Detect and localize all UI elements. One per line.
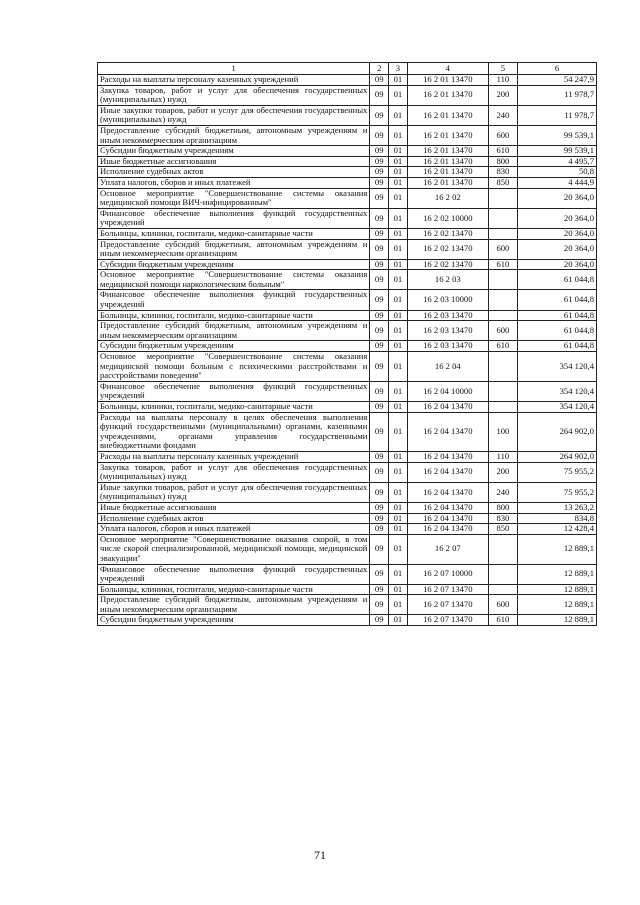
- row-subsection: 01: [389, 352, 408, 382]
- row-expense-type: [488, 564, 517, 584]
- row-subsection: 01: [389, 412, 408, 451]
- row-section: 09: [370, 341, 389, 352]
- table-row: [98, 270, 597, 290]
- header-cell-5: 5: [488, 63, 517, 75]
- table-row: [98, 451, 597, 462]
- row-section: 09: [370, 259, 389, 270]
- row-section: 09: [370, 290, 389, 310]
- row-amount: 61 044,8: [517, 321, 596, 341]
- row-target-code: 16 2 01 13470: [407, 167, 488, 178]
- row-subsection: 01: [389, 259, 408, 270]
- row-target-code: 16 2 01 13470: [407, 75, 488, 86]
- row-amount: 20 364,0: [517, 259, 596, 270]
- row-section: 09: [370, 146, 389, 157]
- row-description: Субсидии бюджетным учреждениям: [98, 259, 370, 270]
- header-cell-3: 3: [389, 63, 408, 75]
- row-target-code: 16 2 04 13470: [407, 482, 488, 502]
- row-expense-type: 600: [488, 125, 517, 145]
- row-section: 09: [370, 177, 389, 188]
- row-expense-type: [488, 534, 517, 564]
- row-amount: 99 539,1: [517, 125, 596, 145]
- row-description: Исполнение судебных актов: [98, 167, 370, 178]
- row-target-code: 16 2 01 13470: [407, 146, 488, 157]
- table-row: [98, 615, 597, 626]
- row-target-code: 16 2 02: [407, 188, 488, 208]
- table-row: [98, 146, 597, 157]
- row-subsection: 01: [389, 75, 408, 86]
- row-subsection: 01: [389, 513, 408, 524]
- row-subsection: 01: [389, 156, 408, 167]
- row-expense-type: 610: [488, 259, 517, 270]
- row-expense-type: 850: [488, 524, 517, 535]
- row-section: 09: [370, 156, 389, 167]
- row-target-code: 16 2 04 13470: [407, 451, 488, 462]
- row-section: 09: [370, 615, 389, 626]
- row-section: 09: [370, 513, 389, 524]
- row-subsection: 01: [389, 584, 408, 595]
- row-expense-type: [488, 188, 517, 208]
- row-target-code: 16 2 04 13470: [407, 524, 488, 535]
- row-description: Больницы, клиники, госпитали, медико-санитарные части: [98, 228, 370, 239]
- row-target-code: 16 2 02 13470: [407, 239, 488, 259]
- row-subsection: 01: [389, 462, 408, 482]
- row-expense-type: [488, 208, 517, 228]
- row-description: Субсидии бюджетным учреждениям: [98, 615, 370, 626]
- row-subsection: 01: [389, 146, 408, 157]
- row-description: Закупка товаров, работ и услуг для обеспечения государственных (муниципальных) нужд: [98, 85, 370, 105]
- row-section: 09: [370, 524, 389, 535]
- row-description: Расходы на выплаты персоналу казенных учреждений: [98, 75, 370, 86]
- row-expense-type: 200: [488, 462, 517, 482]
- row-section: 09: [370, 239, 389, 259]
- row-subsection: 01: [389, 239, 408, 259]
- row-amount: 834,8: [517, 513, 596, 524]
- row-description: Уплата налогов, сборов и иных платежей: [98, 177, 370, 188]
- row-section: 09: [370, 462, 389, 482]
- row-description: Расходы на выплаты персоналу казенных учреждений: [98, 451, 370, 462]
- row-subsection: 01: [389, 290, 408, 310]
- row-amount: 354 120,4: [517, 381, 596, 401]
- table-row: [98, 259, 597, 270]
- row-description: Финансовое обеспечение выполнения функций государственных учреждений: [98, 381, 370, 401]
- row-expense-type: 240: [488, 105, 517, 125]
- row-subsection: 01: [389, 310, 408, 321]
- row-expense-type: [488, 584, 517, 595]
- row-target-code: 16 2 01 13470: [407, 177, 488, 188]
- row-section: 09: [370, 381, 389, 401]
- row-amount: 4 444,9: [517, 177, 596, 188]
- table-row: [98, 105, 597, 125]
- row-target-code: 16 2 07 13470: [407, 595, 488, 615]
- table-row: [98, 228, 597, 239]
- table-row: [98, 412, 597, 451]
- row-section: 09: [370, 595, 389, 615]
- row-target-code: 16 2 04 13470: [407, 412, 488, 451]
- header-cell-4: 4: [407, 63, 488, 75]
- row-expense-type: [488, 402, 517, 413]
- row-amount: 75 955,2: [517, 482, 596, 502]
- table-row: [98, 125, 597, 145]
- table-row: [98, 239, 597, 259]
- row-expense-type: [488, 290, 517, 310]
- row-description: Субсидии бюджетным учреждениям: [98, 146, 370, 157]
- row-target-code: 16 2 04 10000: [407, 381, 488, 401]
- row-expense-type: 240: [488, 482, 517, 502]
- row-subsection: 01: [389, 341, 408, 352]
- row-amount: 50,8: [517, 167, 596, 178]
- table-row: [98, 177, 597, 188]
- row-amount: 12 889,1: [517, 584, 596, 595]
- row-target-code: 16 2 02 13470: [407, 228, 488, 239]
- row-expense-type: 600: [488, 321, 517, 341]
- row-subsection: 01: [389, 188, 408, 208]
- row-description: Предоставление субсидий бюджетным, автономным учреждениям и иным некоммерческим организациям: [98, 321, 370, 341]
- row-target-code: 16 2 01 13470: [407, 125, 488, 145]
- row-subsection: 01: [389, 595, 408, 615]
- row-target-code: 16 2 04 13470: [407, 513, 488, 524]
- row-amount: 13 263,2: [517, 502, 596, 513]
- row-section: 09: [370, 321, 389, 341]
- row-description: Иные бюджетные ассигнования: [98, 502, 370, 513]
- table-row: [98, 402, 597, 413]
- row-section: 09: [370, 451, 389, 462]
- row-target-code: 16 2 02 10000: [407, 208, 488, 228]
- table-row: [98, 290, 597, 310]
- row-amount: 11 978,7: [517, 105, 596, 125]
- row-amount: 61 044,8: [517, 270, 596, 290]
- row-target-code: 16 2 01 13470: [407, 85, 488, 105]
- row-subsection: 01: [389, 451, 408, 462]
- row-amount: 12 889,1: [517, 534, 596, 564]
- table-row: [98, 352, 597, 382]
- row-subsection: 01: [389, 524, 408, 535]
- row-section: 09: [370, 482, 389, 502]
- row-amount: 264 902,0: [517, 451, 596, 462]
- row-expense-type: [488, 381, 517, 401]
- row-description: Больницы, клиники, госпитали, медико-санитарные части: [98, 310, 370, 321]
- table-row: [98, 341, 597, 352]
- header-cell-1: 1: [98, 63, 370, 75]
- row-section: 09: [370, 402, 389, 413]
- row-section: 09: [370, 502, 389, 513]
- page-number: 71: [314, 848, 326, 862]
- row-expense-type: 850: [488, 177, 517, 188]
- row-amount: 354 120,4: [517, 402, 596, 413]
- row-target-code: 16 2 04: [407, 352, 488, 382]
- row-amount: 12 889,1: [517, 615, 596, 626]
- row-section: 09: [370, 412, 389, 451]
- table-row: [98, 534, 597, 564]
- row-target-code: 16 2 07 13470: [407, 584, 488, 595]
- row-description: Основное мероприятие "Совершенствование оказания скорой, в том числе скорой специализированной, медицинской помощи, медицинской эвакуации": [98, 534, 370, 564]
- row-subsection: 01: [389, 270, 408, 290]
- row-expense-type: [488, 270, 517, 290]
- table-row: [98, 584, 597, 595]
- row-description: Исполнение судебных актов: [98, 513, 370, 524]
- row-subsection: 01: [389, 564, 408, 584]
- row-amount: 20 364,0: [517, 228, 596, 239]
- row-amount: 61 044,8: [517, 341, 596, 352]
- header-row: [98, 63, 597, 75]
- budget-table: [97, 62, 597, 626]
- row-expense-type: 610: [488, 615, 517, 626]
- row-subsection: 01: [389, 208, 408, 228]
- row-subsection: 01: [389, 615, 408, 626]
- row-expense-type: 830: [488, 167, 517, 178]
- table-row: [98, 524, 597, 535]
- row-target-code: 16 2 07 10000: [407, 564, 488, 584]
- row-expense-type: 600: [488, 239, 517, 259]
- row-target-code: 16 2 03 10000: [407, 290, 488, 310]
- header-cell-2: 2: [370, 63, 389, 75]
- row-description: Основное мероприятие "Совершенствование системы оказания медицинской помощи ВИЧ-инфицированным": [98, 188, 370, 208]
- row-amount: 75 955,2: [517, 462, 596, 482]
- row-amount: 20 364,0: [517, 239, 596, 259]
- row-description: Субсидии бюджетным учреждениям: [98, 341, 370, 352]
- row-subsection: 01: [389, 321, 408, 341]
- row-section: 09: [370, 125, 389, 145]
- row-expense-type: 610: [488, 341, 517, 352]
- row-subsection: 01: [389, 85, 408, 105]
- row-amount: 99 539,1: [517, 146, 596, 157]
- row-section: 09: [370, 188, 389, 208]
- row-amount: 61 044,8: [517, 290, 596, 310]
- row-subsection: 01: [389, 381, 408, 401]
- table-row: [98, 462, 597, 482]
- row-subsection: 01: [389, 125, 408, 145]
- row-expense-type: 200: [488, 85, 517, 105]
- row-expense-type: [488, 228, 517, 239]
- row-section: 09: [370, 534, 389, 564]
- row-target-code: 16 2 03 13470: [407, 341, 488, 352]
- row-section: 09: [370, 228, 389, 239]
- table-row: [98, 85, 597, 105]
- row-amount: 11 978,7: [517, 85, 596, 105]
- row-amount: 354 120,4: [517, 352, 596, 382]
- row-description: Финансовое обеспечение выполнения функций государственных учреждений: [98, 564, 370, 584]
- row-expense-type: [488, 310, 517, 321]
- row-description: Предоставление субсидий бюджетным, автономным учреждениям и иным некоммерческим организациям: [98, 239, 370, 259]
- row-section: 09: [370, 105, 389, 125]
- row-target-code: 16 2 03 13470: [407, 321, 488, 341]
- table-row: [98, 167, 597, 178]
- row-subsection: 01: [389, 502, 408, 513]
- table-row: [98, 310, 597, 321]
- row-expense-type: [488, 352, 517, 382]
- table-row: [98, 381, 597, 401]
- row-section: 09: [370, 584, 389, 595]
- row-description: Расходы на выплаты персоналу в целях обеспечения выполнения функций государственными (муниципальными) органами, казенными учреждениями, органами управления государственными внебюджетными фондами: [98, 412, 370, 451]
- row-section: 09: [370, 208, 389, 228]
- row-expense-type: 830: [488, 513, 517, 524]
- table-row: [98, 513, 597, 524]
- row-expense-type: 610: [488, 146, 517, 157]
- row-section: 09: [370, 75, 389, 86]
- table-row: [98, 156, 597, 167]
- row-amount: 4 495,7: [517, 156, 596, 167]
- row-target-code: 16 2 03: [407, 270, 488, 290]
- row-description: Иные бюджетные ассигнования: [98, 156, 370, 167]
- row-description: Предоставление субсидий бюджетным, автономным учреждениям и иным некоммерческим организациям: [98, 125, 370, 145]
- row-target-code: 16 2 04 13470: [407, 402, 488, 413]
- row-target-code: 16 2 04 13470: [407, 462, 488, 482]
- row-amount: 61 044,8: [517, 310, 596, 321]
- row-expense-type: 600: [488, 595, 517, 615]
- row-amount: 264 902,0: [517, 412, 596, 451]
- row-description: Закупка товаров, работ и услуг для обеспечения государственных (муниципальных) нужд: [98, 462, 370, 482]
- row-amount: 12 889,1: [517, 564, 596, 584]
- table-row: [98, 321, 597, 341]
- table-row: [98, 595, 597, 615]
- table-row: [98, 564, 597, 584]
- row-subsection: 01: [389, 228, 408, 239]
- row-section: 09: [370, 167, 389, 178]
- row-target-code: 16 2 04 13470: [407, 502, 488, 513]
- row-subsection: 01: [389, 177, 408, 188]
- table-row: [98, 482, 597, 502]
- row-target-code: 16 2 01 13470: [407, 156, 488, 167]
- header-cell-6: 6: [517, 63, 596, 75]
- row-description: Больницы, клиники, госпитали, медико-санитарные части: [98, 402, 370, 413]
- row-amount: 54 247,9: [517, 75, 596, 86]
- row-section: 09: [370, 85, 389, 105]
- row-expense-type: 800: [488, 156, 517, 167]
- row-description: Иные закупки товаров, работ и услуг для обеспечения государственных (муниципальных) нужд: [98, 482, 370, 502]
- row-description: Предоставление субсидий бюджетным, автономным учреждениям и иным некоммерческим организациям: [98, 595, 370, 615]
- table-row: [98, 188, 597, 208]
- row-amount: 12 889,1: [517, 595, 596, 615]
- row-description: Иные закупки товаров, работ и услуг для обеспечения государственных (муниципальных) нужд: [98, 105, 370, 125]
- row-description: Основное мероприятие "Совершенствование системы оказания медицинской помощи наркологическим больным": [98, 270, 370, 290]
- row-subsection: 01: [389, 105, 408, 125]
- row-expense-type: 110: [488, 75, 517, 86]
- row-subsection: 01: [389, 482, 408, 502]
- row-target-code: 16 2 07 13470: [407, 615, 488, 626]
- row-description: Уплата налогов, сборов и иных платежей: [98, 524, 370, 535]
- row-amount: 20 364,0: [517, 208, 596, 228]
- row-section: 09: [370, 352, 389, 382]
- row-amount: 12 428,4: [517, 524, 596, 535]
- table-row: [98, 208, 597, 228]
- row-section: 09: [370, 310, 389, 321]
- row-target-code: 16 2 01 13470: [407, 105, 488, 125]
- row-description: Основное мероприятие "Совершенствование системы оказания медицинской помощи больным с психическими расстройствами и расстройствами поведения": [98, 352, 370, 382]
- row-subsection: 01: [389, 534, 408, 564]
- row-section: 09: [370, 564, 389, 584]
- row-subsection: 01: [389, 167, 408, 178]
- row-section: 09: [370, 270, 389, 290]
- row-amount: 20 364,0: [517, 188, 596, 208]
- row-description: Финансовое обеспечение выполнения функций государственных учреждений: [98, 208, 370, 228]
- table-row: [98, 75, 597, 86]
- row-target-code: 16 2 03 13470: [407, 310, 488, 321]
- row-expense-type: 800: [488, 502, 517, 513]
- table-body: [98, 75, 597, 626]
- row-target-code: 16 2 07: [407, 534, 488, 564]
- row-target-code: 16 2 02 13470: [407, 259, 488, 270]
- row-description: Финансовое обеспечение выполнения функций государственных учреждений: [98, 290, 370, 310]
- row-description: Больницы, клиники, госпитали, медико-санитарные части: [98, 584, 370, 595]
- row-expense-type: 110: [488, 451, 517, 462]
- row-expense-type: 100: [488, 412, 517, 451]
- row-subsection: 01: [389, 402, 408, 413]
- table-row: [98, 502, 597, 513]
